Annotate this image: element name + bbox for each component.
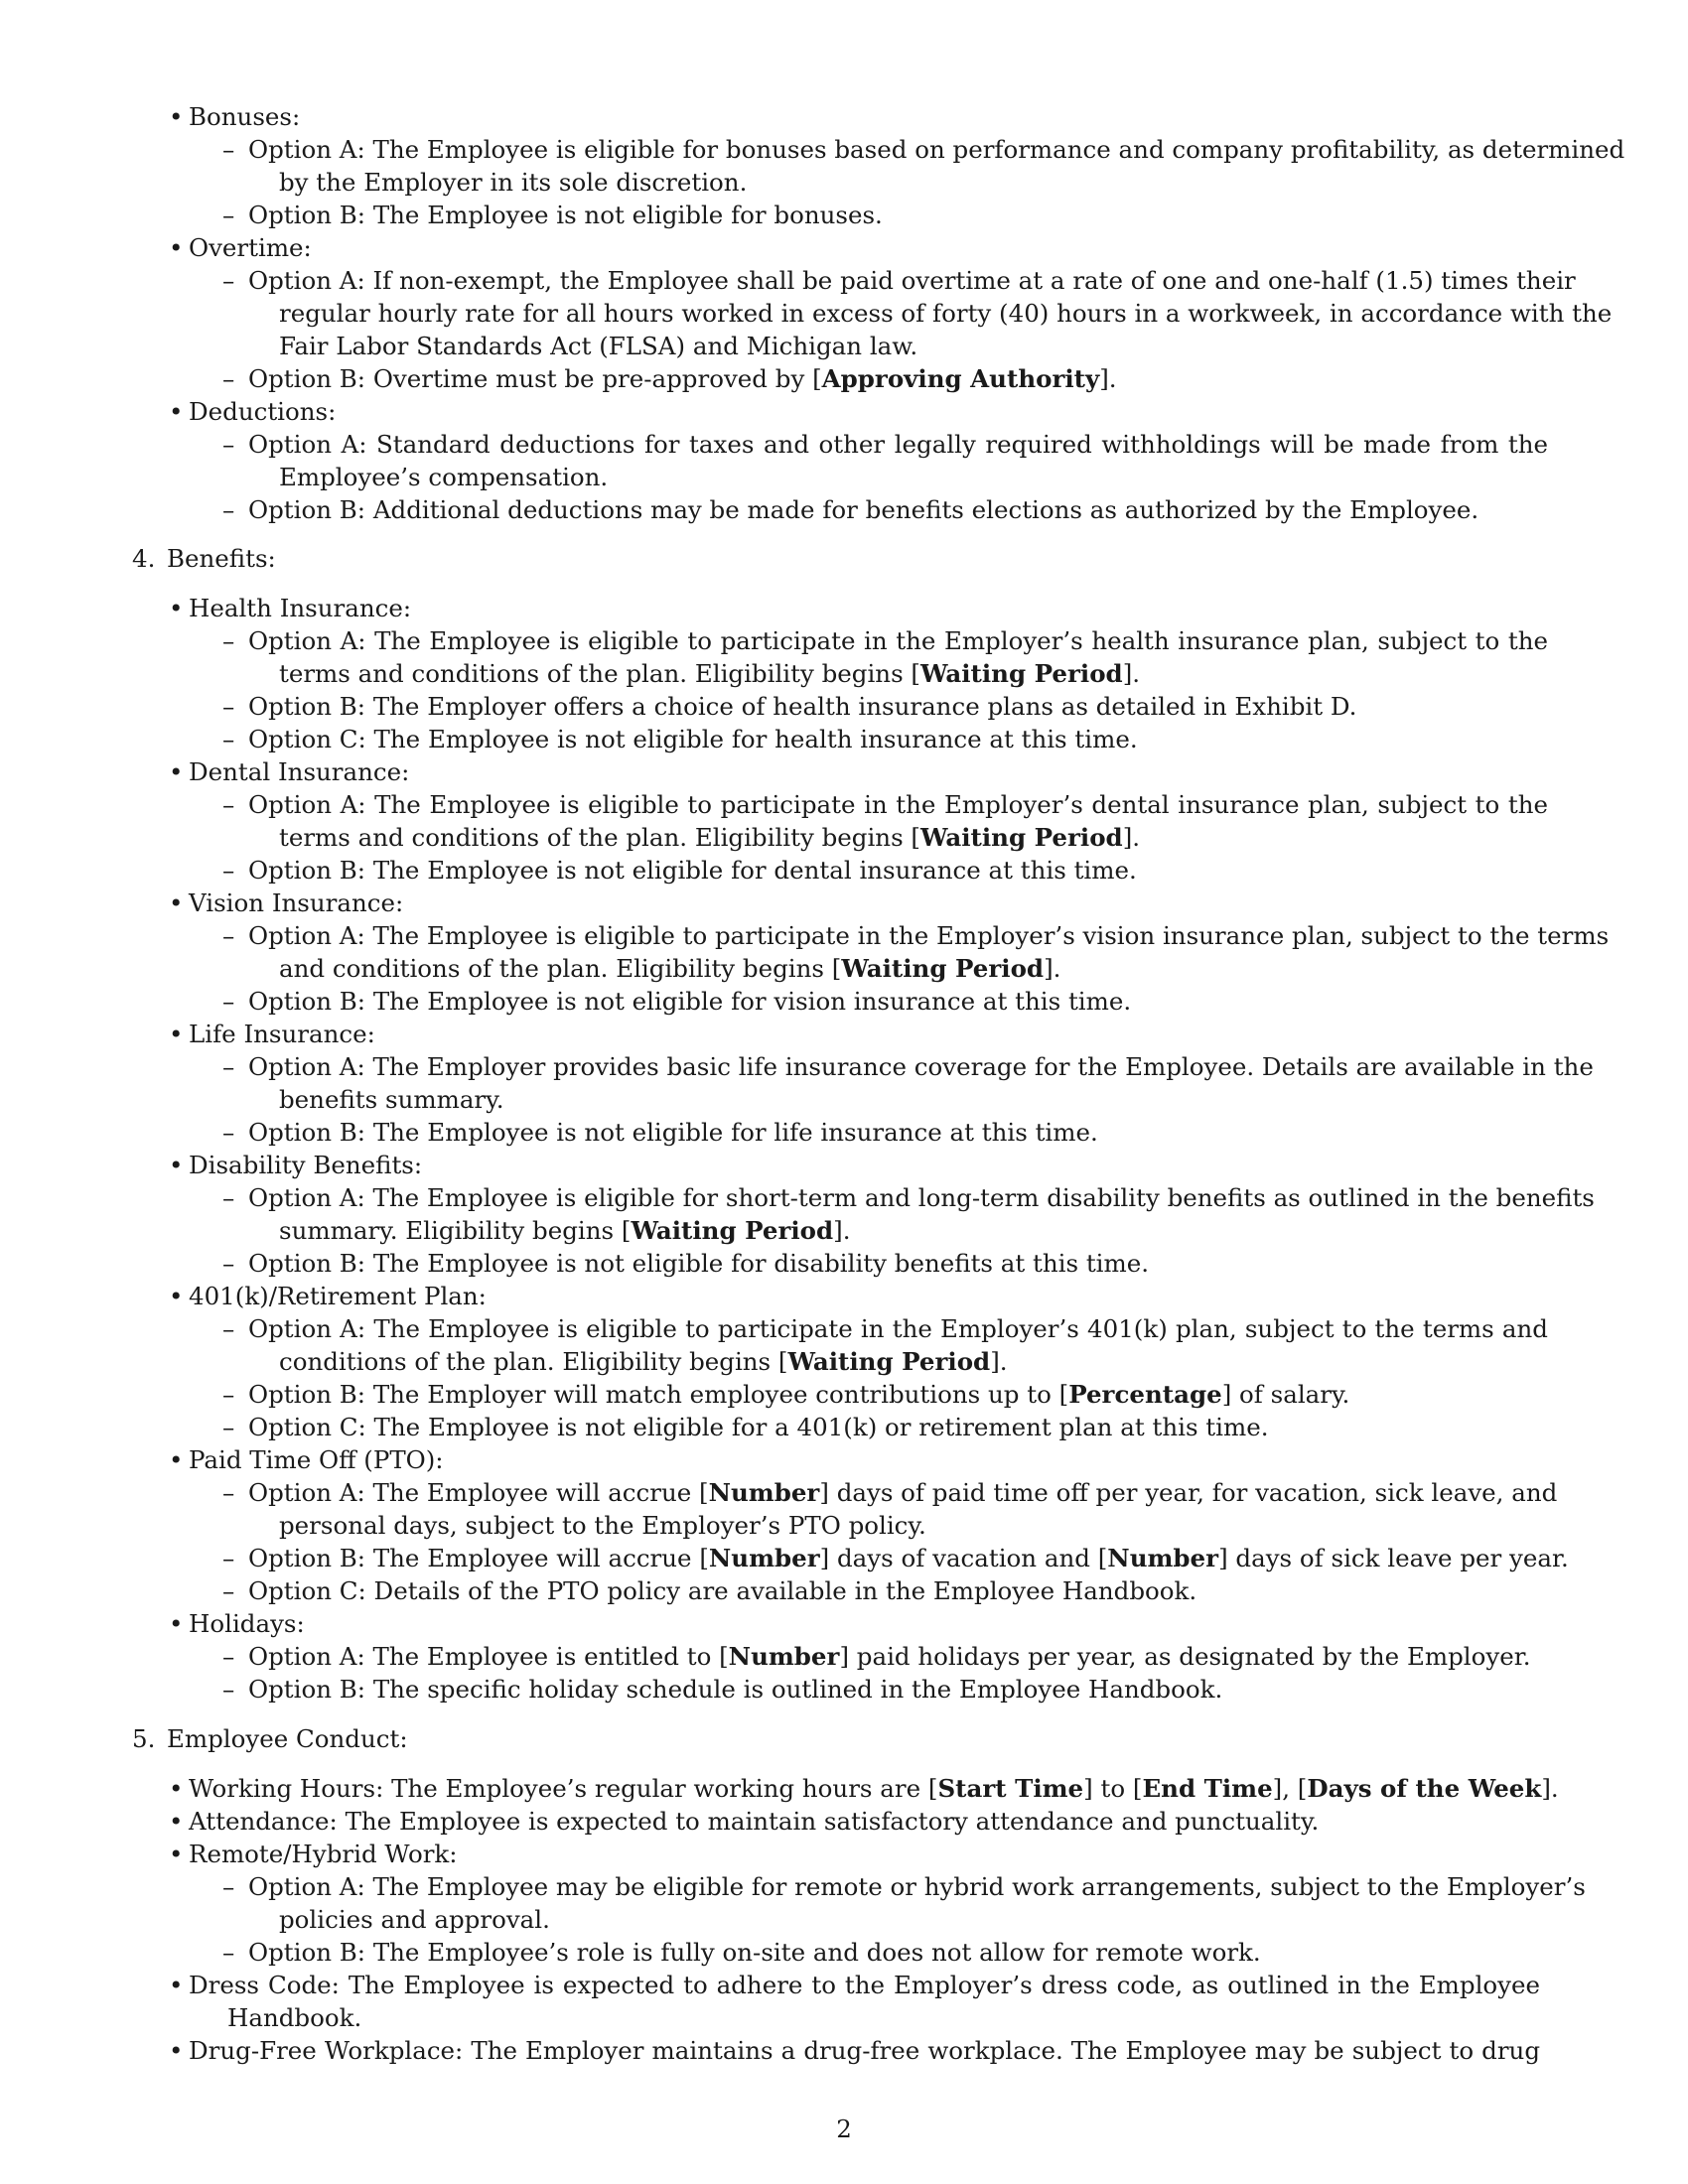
remote-option-a-cont: policies and approval. bbox=[279, 1905, 550, 1934]
disability-option-b: – Option B: The Employee is not eligible for disability benefits at this time. bbox=[248, 1247, 1149, 1280]
deductions-option-b: – Option B: Additional deductions may be made for benefits elections as authorized by the Employee. bbox=[248, 493, 1478, 526]
dental-option-b: – Option B: The Employee is not eligible for dental insurance at this time. bbox=[248, 854, 1137, 887]
life-option-a: – Option A: The Employer provides basic life insurance coverage for the Employee. Details are available in the bbox=[248, 1050, 1548, 1083]
bullet-overtime: • Overtime: bbox=[189, 231, 312, 264]
vision-option-a: – Option A: The Employee is eligible to participate in the Employer’s vision insurance plan, subject to the terms bbox=[248, 919, 1548, 952]
bonuses-option-a: – Option A: The Employee is eligible for bonuses based on performance and company profitability, as determined bbox=[248, 133, 1548, 166]
pto-option-b: – Option B: The Employee will accrue [Number] days of vacation and [Number] days of sick leave per year. bbox=[248, 1542, 1569, 1574]
bullet-disability-benefits: • Disability Benefits: bbox=[189, 1149, 422, 1181]
pto-option-c: – Option C: Details of the PTO policy are available in the Employee Handbook. bbox=[248, 1574, 1196, 1607]
placeholder-approving-authority: Approving Authority bbox=[821, 364, 1100, 393]
overtime-option-a-cont2: Fair Labor Standards Act (FLSA) and Michigan law. bbox=[279, 332, 918, 360]
health-option-c: – Option C: The Employee is not eligible for health insurance at this time. bbox=[248, 723, 1138, 755]
section-4-number: 4. bbox=[132, 544, 156, 573]
overtime-option-a: – Option A: If non-exempt, the Employee shall be paid overtime at a rate of one and one-half (1.5) times their bbox=[248, 264, 1548, 297]
dental-option-a-cont: terms and conditions of the plan. Eligibility begins [Waiting Period]. bbox=[279, 823, 1141, 852]
life-option-b: – Option B: The Employee is not eligible for life insurance at this time. bbox=[248, 1116, 1098, 1149]
vision-option-b: – Option B: The Employee is not eligible for vision insurance at this time. bbox=[248, 985, 1131, 1018]
bullet-working-hours: • Working Hours: The Employee’s regular working hours are [Start Time] to [End Time], [Days of the Week]. bbox=[189, 1772, 1559, 1805]
bullet-dress-code: • Dress Code: The Employee is expected to adhere to the Employer’s dress code, as outlined in the Employee bbox=[189, 1969, 1540, 2001]
holidays-option-a: – Option A: The Employee is entitled to [Number] paid holidays per year, as designated by the Employer. bbox=[248, 1640, 1531, 1673]
vision-option-a-cont: and conditions of the plan. Eligibility begins [Waiting Period]. bbox=[279, 954, 1061, 983]
bullet-attendance: • Attendance: The Employee is expected to maintain satisfactory attendance and punctuality. bbox=[189, 1805, 1319, 1838]
section-5-heading: Employee Conduct: bbox=[167, 1724, 408, 1753]
bullet-paid-time-off: • Paid Time Off (PTO): bbox=[189, 1443, 444, 1476]
dress-code-cont: Handbook. bbox=[227, 2003, 362, 2032]
overtime-option-a-cont: regular hourly rate for all hours worked in excess of forty (40) hours in a workweek, in accordance with the bbox=[279, 299, 1613, 328]
retirement-option-a-cont: conditions of the plan. Eligibility begins [Waiting Period]. bbox=[279, 1347, 1008, 1376]
remote-option-b: – Option B: The Employee’s role is fully on-site and does not allow for remote work. bbox=[248, 1936, 1261, 1969]
remote-option-a: – Option A: The Employee may be eligible for remote or hybrid work arrangements, subject to the Employer’s bbox=[248, 1870, 1548, 1903]
bullet-retirement-plan: • 401(k)/Retirement Plan: bbox=[189, 1280, 487, 1312]
bullet-holidays: • Holidays: bbox=[189, 1607, 305, 1640]
bullet-remote-hybrid-work: • Remote/Hybrid Work: bbox=[189, 1838, 458, 1870]
retirement-option-b: – Option B: The Employer will match employee contributions up to [Percentage] of salary. bbox=[248, 1378, 1349, 1411]
holidays-option-b: – Option B: The specific holiday schedule is outlined in the Employee Handbook. bbox=[248, 1673, 1222, 1706]
overtime-option-b: – Option B: Overtime must be pre-approved by [Approving Authority]. bbox=[248, 362, 1117, 395]
bullet-deductions: • Deductions: bbox=[189, 395, 336, 428]
disability-option-a: – Option A: The Employee is eligible for short-term and long-term disability benefits as outlined in the benefits bbox=[248, 1181, 1548, 1214]
deductions-option-a: – Option A: Standard deductions for taxes and other legally required withholdings will be made from the bbox=[248, 428, 1548, 461]
section-4-heading: Benefits: bbox=[167, 544, 276, 573]
health-option-a: – Option A: The Employee is eligible to participate in the Employer’s health insurance plan, subject to the bbox=[248, 624, 1548, 657]
bullet-dental-insurance: • Dental Insurance: bbox=[189, 755, 409, 788]
page-number: 2 bbox=[836, 2115, 852, 2143]
health-option-a-cont: terms and conditions of the plan. Eligibility begins [Waiting Period]. bbox=[279, 659, 1141, 688]
retirement-option-c: – Option C: The Employee is not eligible for a 401(k) or retirement plan at this time. bbox=[248, 1411, 1269, 1443]
deductions-option-a-cont: Employee’s compensation. bbox=[279, 463, 609, 491]
bullet-vision-insurance: • Vision Insurance: bbox=[189, 887, 403, 919]
bonuses-option-b: – Option B: The Employee is not eligible for bonuses. bbox=[248, 199, 883, 231]
bullet-drug-free-workplace: • Drug-Free Workplace: The Employer maintains a drug-free workplace. The Employee may be subject to drug bbox=[189, 2034, 1540, 2067]
retirement-option-a: – Option A: The Employee is eligible to participate in the Employer’s 401(k) plan, subject to the terms and bbox=[248, 1312, 1548, 1345]
bullet-health-insurance: • Health Insurance: bbox=[189, 592, 411, 624]
health-option-b: – Option B: The Employer offers a choice of health insurance plans as detailed in Exhibit D. bbox=[248, 690, 1356, 723]
dental-option-a: – Option A: The Employee is eligible to participate in the Employer’s dental insurance plan, subject to the bbox=[248, 788, 1548, 821]
pto-option-a-cont: personal days, subject to the Employer’s PTO policy. bbox=[279, 1511, 926, 1540]
section-5-number: 5. bbox=[132, 1724, 156, 1753]
life-option-a-cont: benefits summary. bbox=[279, 1085, 504, 1114]
bullet-bonuses: • Bonuses: bbox=[189, 100, 300, 133]
disability-option-a-cont: summary. Eligibility begins [Waiting Period]. bbox=[279, 1216, 851, 1245]
bonuses-option-a-cont: by the Employer in its sole discretion. bbox=[279, 168, 748, 197]
pto-option-a: – Option A: The Employee will accrue [Number] days of paid time off per year, for vacation, sick leave, and bbox=[248, 1476, 1548, 1509]
bullet-life-insurance: • Life Insurance: bbox=[189, 1018, 375, 1050]
